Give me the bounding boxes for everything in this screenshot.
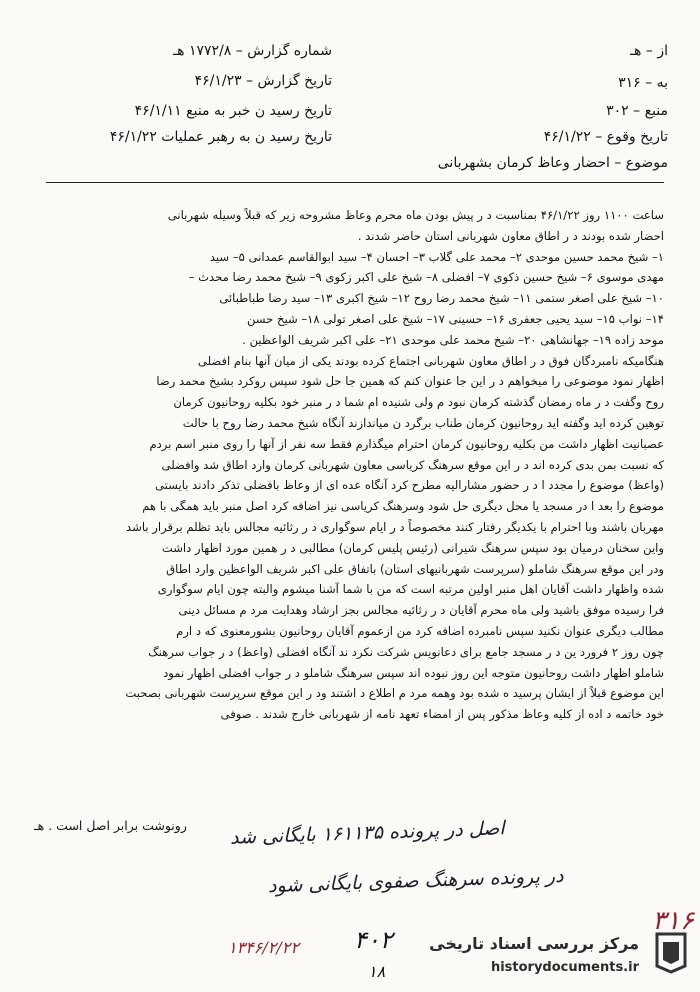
handwritten-date: ۱۳۴۶/۲/۲۲: [228, 938, 299, 957]
body-line: ودر این موقع سرهنگ شاملو (سرپرست شهربانیهای استان) باتفاق علی اکبر شریف الواعظین وارد اطاق: [166, 561, 664, 576]
body-line: ۱– شیخ محمد حسین موحدی ۲– محمد علی گلاب ۳– احسان ۴– سید ابوالقاسم عمدانی ۵– سید: [209, 249, 664, 264]
body-line: فرا رسیده موفق باشید ولی ماه محرم آقایان د ر رثائیه مجالس بجز ارشاد وهدایت مرد م مسائل دینی: [178, 603, 664, 618]
source-field: منبع – ۳۰۲: [606, 103, 668, 119]
body-line: موحد زاده ۱۹– جهانشاهی ۲۰– شیخ محمد علی موحدی ۲۱– علی اکبر شریف الواعظین .: [242, 332, 664, 347]
watermark-url: historydocuments.ir: [490, 960, 639, 975]
corner-number: ۳۱۶: [652, 906, 694, 936]
body-line: ساعت ۱۱۰۰ روز ۴۶/۱/۲۲ بمناسبت د ر پیش بودن ماه محرم وعاظ مشروحه زیر که قبلاً وسیله شهربانی: [167, 208, 664, 222]
body-line: ۱۰– شیخ علی اصغر ستمی ۱۱– شیخ محمد رضا روح ۱۲– شیخ اکبری ۱۳– سید رضا طباطبائی: [219, 291, 664, 306]
archive-watermark: [429, 918, 695, 984]
received-by-ops: تاریخ رسید ن به رهبر عملیات ۴۶/۱/۲۲: [109, 129, 332, 145]
body-line: توهین کرده اید وگفته اید روحانیون کرمان طناب برگرد ن میاندازند آنگاه شیخ محمد رضا روح با حالت: [182, 415, 664, 430]
body-line: خود خاتمه د اده از کلیه وعاظ مذکور پس از امضاء تعهد نامه از شهربانی خارج شدند . صوفی: [220, 707, 664, 722]
body-line: احضار شده بودند د ر اطاق معاون شهربانی استان حاضر شدند .: [357, 228, 664, 243]
body-line: چون روز ۲ فرورد ین د ر مسجد جامع برای دعانویس شرکت نکرد ند آنگاه افضلی (واعظ) د ر جواب سرهنگ: [148, 644, 664, 659]
handwritten-page-number: ۱۸: [368, 962, 386, 981]
body-line: واین سخنان درمیان بود سپس سرهنگ شیرانی (رئیس پلیس کرمان) مطالبی د ر همین مورد اظهار داشت: [161, 540, 664, 555]
to-field: به – ۳۱۶: [618, 75, 668, 91]
handwritten-number: ۴۰۲: [354, 926, 393, 954]
body-line: که نسبت بمن بدی کرده اند د ر این موقع سرهنگ کریاسی معاون شهربانی کرمان وارد اطاق شد وافضلی: [161, 457, 664, 472]
body-line: شده واظهار داشت آقایان اهل منبر اولین مرتبه است که من با شما آشنا میشوم والبته چون ایام سوگواری: [157, 582, 664, 597]
handwritten-note-archive: اصل در پرونده ۱۶۱۱۳۵ بایگانی شد: [229, 817, 506, 849]
report-number: شماره گزارش – ۱۷۷۲/۸ هـ: [173, 43, 332, 59]
report-date: تاریخ گزارش – ۴۶/۱/۲۳: [194, 73, 332, 89]
body-line: مهدی موسوی ۶– شیخ حسین ذکوی ۷– افضلی ۸– شیخ علی اکبر زکوی ۹– شیخ محمد رضا محدث –: [188, 270, 664, 285]
watermark-title: مرکز بررسی اسناد تاریخی: [429, 934, 639, 953]
body-line: روح وگفت د ر ماه رمضان گذشته کرمان نبود م ولی شنیده ام شما د ر منبر خود بکلیه روحانیون کرمان: [173, 395, 664, 410]
body-line: این موضوع قبلاً از ایشان پرسید ه شده بود وهمه مرد م اطلاع د اشتند ود ر این موقع سرپرست شهربانی بصحبت: [125, 686, 664, 701]
body-line: مهربان باشند وبا احترام با یکدیگر رفتار کنند مخصوصاً د ر ایام سوگواری د ر رثائیه مجالس باید تظلم برقرار باشد: [126, 519, 664, 534]
report-body: [38, 205, 664, 725]
header-divider: [46, 182, 664, 183]
body-line: ۱۴– نواب ۱۵– سید یحیی جعفری ۱۶– حسینی ۱۷– شیخ علی اصغر تولی ۱۸– شیخ حسن: [246, 311, 664, 326]
body-line: اظهار نمود موضوعی را میخواهم د ر این جا عنوان کنم که همین جا حل شود سپس روکرد بشیخ محمد رضا: [156, 374, 664, 389]
handwritten-note-file: در پرونده سرهنگ صفوی بایگانی شود: [267, 864, 564, 898]
copy-certification: رونوشت برابر اصل است . هـ: [34, 818, 187, 833]
body-line: موضوع را بعد ا در مسجد یا محل دیگری حل شود وسرهنگ کریاسی نیز اضافه کرد اصل منبر باید همگی با هم: [142, 499, 664, 514]
received-by-source: تاریخ رسید ن خبر به منبع ۴۶/۱/۱۱: [134, 103, 332, 119]
body-line: شاملو اظهار داشت روحانیون متوجه این روز نبوده اند سپس سرهنگ شاملو د ر جواب افضلی اظهار نمود: [163, 665, 664, 680]
archive-seal-icon: [651, 930, 691, 974]
body-line: مطالب دیگری عنوان نکنید سپس نامبرده اضافه کرد من ازعموم آقایان روحانیون بشورمعنوی که د ارم: [176, 623, 664, 638]
event-date: تاریخ وقوع – ۴۶/۱/۲۲: [543, 129, 668, 145]
subject-line: موضوع – احضار وعاظ کرمان بشهربانی: [437, 155, 668, 171]
body-line: (واعظ) موضوع را مجدد ا د ر حضور مشارالیه مطرح کرد آنگاه عده ای از وعاظ بافضلی تذکر دادند بایستی: [154, 478, 664, 493]
from-field: از – هـ: [629, 43, 668, 59]
body-line: هنگامیکه نامبردگان فوق د ر اطاق معاون شهربانی اجتماع کرده بودند یکی از میان آنها بنام افضلی: [197, 353, 664, 368]
body-line: عصبانیت اظهار داشت من بکلیه روحانیون کرمان احترام میگذارم فقط سه نفر از آنها را روی منبر اسم بردم: [149, 436, 664, 451]
